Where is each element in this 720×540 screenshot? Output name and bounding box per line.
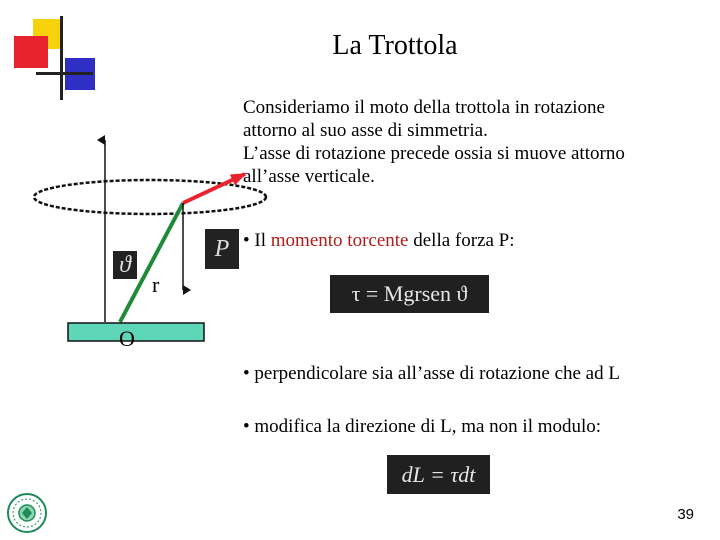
slide-title: La Trottola: [332, 30, 458, 61]
bullet-text: • Il: [243, 230, 271, 251]
paragraph-line: all’asse verticale.: [243, 166, 375, 187]
angular-momentum-arrow: [183, 174, 245, 203]
page-number: 39: [677, 506, 694, 523]
paragraph-line: Consideriamo il moto della trottola in rotazione: [243, 97, 605, 118]
force-p-label: P: [205, 229, 239, 269]
paragraph-line: attorno al suo asse di simmetria.: [243, 120, 488, 141]
base-block: [68, 323, 204, 341]
bullet-text: della forza P:: [408, 230, 515, 251]
bullet-perpendicular: • perpendicolare sia all’asse di rotazione che ad L: [243, 363, 620, 384]
origin-label: O: [119, 326, 135, 351]
bullet-direction: • modifica la direzione di L, ma non il modulo:: [243, 416, 602, 437]
bullet-torque: [243, 230, 515, 252]
highlight-text: momento torcente: [270, 230, 409, 251]
paragraph-line: L’asse di rotazione precede ossia si muove attorno: [243, 143, 625, 164]
university-seal-icon: [6, 492, 48, 534]
theta-label: ϑ: [113, 251, 137, 279]
precession-ellipse: [34, 180, 266, 214]
torque-formula: τ = Mgrsen ϑ: [330, 275, 489, 313]
r-label: r: [152, 272, 160, 297]
dl-formula: dL = τdt: [387, 455, 490, 494]
